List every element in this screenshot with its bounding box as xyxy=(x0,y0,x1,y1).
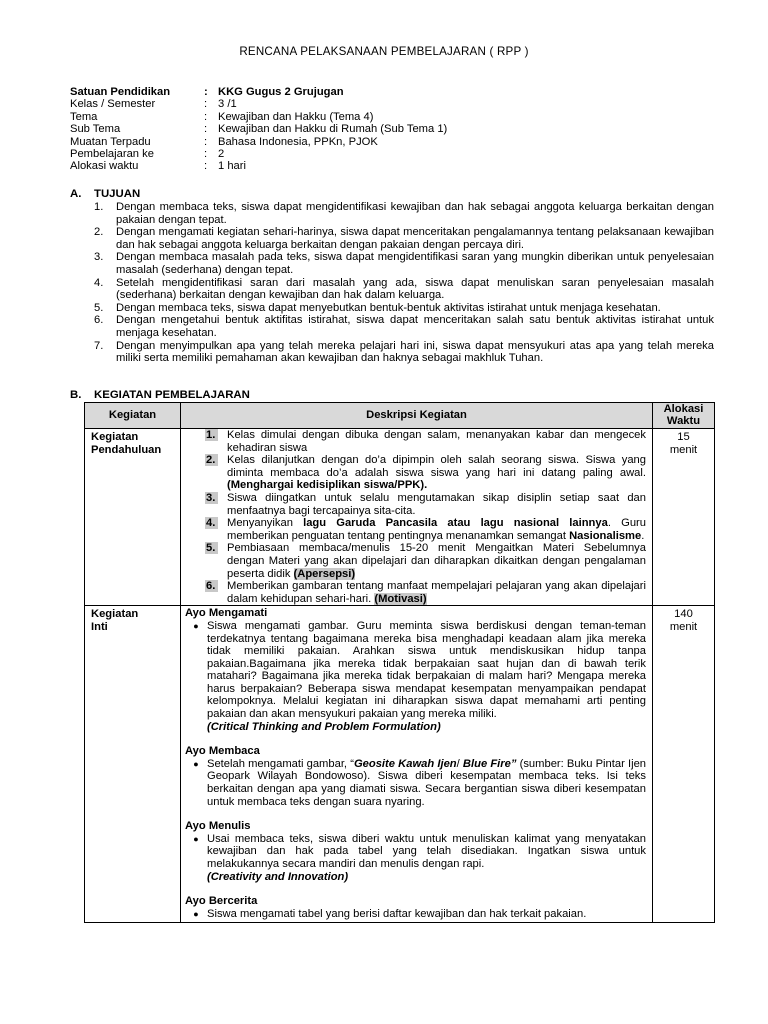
highlight-motivasi: (Motivasi) xyxy=(374,592,427,605)
step-item xyxy=(185,454,646,492)
bullet-text-emph: Geosite Kawah Ijen xyxy=(353,757,457,770)
step-number xyxy=(205,580,227,605)
info-value: Bahasa Indonesia, PPKn, PJOK xyxy=(218,135,378,148)
goal-text: Dengan mengetahui bentuk aktifitas istirahat, siswa dapat menceritakan salah satu bentuk aktivitas istirahat untuk menjaga kesehatan. xyxy=(116,314,714,339)
bullet-text-part: (sumber: Buku Pintar Ijen Geopark Wilayah Bondowoso). Siswa diberi kesempatan membaca teks. Isi teks berkaitan dengan apa yang diamati siswa. Secara bergantian siswa diberi kesempatan untuk membaca teks dengan suara nyaring. xyxy=(207,757,647,808)
section-b-heading xyxy=(70,389,250,402)
step-text-bold: lagu Garuda Pancasila atau lagu nasional lainnya xyxy=(303,517,608,530)
info-label: Sub Tema xyxy=(70,123,121,136)
goal-text: Dengan membaca teks, siswa dapat menyebutkan bentuk-bentuk aktivitas istirahat untuk menjaga kesehatan. xyxy=(116,301,661,314)
step-text xyxy=(227,492,646,517)
step-text-part: Siswa diingatkan untuk selalu mengutamakan sikap disiplin setiap saat dan menfaatnya bagi tercapainya sita-cita. xyxy=(227,491,646,517)
goal-text: Dengan membaca masalah pada teks, siswa dapat mengidentifikasi saran yang mungkin diberikan untuk penyelesaian masalah (sederhana) dengan tepat. xyxy=(116,251,714,276)
info-row-alokasi xyxy=(70,160,447,172)
bullet-item xyxy=(185,908,646,921)
alokasi-value: 15 xyxy=(677,431,690,443)
step-number xyxy=(205,517,227,542)
step-text-part: Memberikan gambaran tentang manfaat mempelajari pelajaran yang akan dipelajari dalam kehidupan sehari-hari. xyxy=(227,580,646,605)
step-text xyxy=(227,580,646,605)
goal-item xyxy=(94,314,714,339)
step-number xyxy=(205,542,227,580)
goals-list xyxy=(94,201,714,365)
info-row-pembelajaran xyxy=(70,148,447,160)
header-deskripsi: Deskripsi Kegiatan xyxy=(181,403,653,429)
section-title: KEGIATAN PEMBELAJARAN xyxy=(94,389,250,401)
section-title: TUJUAN xyxy=(94,188,141,200)
step-number xyxy=(205,429,227,454)
goal-text: Dengan membaca teks, siswa dapat mengidentifikasi kewajiban dan hak sebagai anggota keluarga berkaitan dengan pakaian dengan tepat. xyxy=(116,201,714,226)
bullet-dot-icon: ● xyxy=(193,758,199,769)
bullet-text: Usai membaca teks, siswa diberi waktu untuk menuliskan kalimat yang menyatakan kewajiban dan hak pada tabel yang telah disediakan. Ingatkan siswa untuk melakukannya secara mandiri dan menulis dengan rapi. xyxy=(207,832,646,870)
spacer xyxy=(185,883,646,895)
header-alokasi xyxy=(653,403,715,429)
goal-item xyxy=(94,226,714,251)
step-number-label: 2. xyxy=(205,454,218,466)
goal-item xyxy=(94,340,714,365)
step-text xyxy=(227,542,646,580)
step-text-part: . xyxy=(641,529,645,542)
goal-text: Setelah mengidentifikasi saran dari masalah yang ada, siswa dapat menuliskan saran penyelesaian masalah (sederhana) berkaitan dengan kewajiban dan hak dalam keluarga. xyxy=(116,276,714,302)
ayo-bercerita-heading: Ayo Bercerita xyxy=(185,895,258,908)
goal-number: 2. xyxy=(94,226,104,239)
identity-block xyxy=(70,86,447,173)
alokasi-unit: menit xyxy=(669,620,698,633)
ayo-menulis-heading: Ayo Menulis xyxy=(185,820,251,833)
info-row-subtema xyxy=(70,123,447,135)
kegiatan-cell xyxy=(85,429,181,606)
step-text xyxy=(227,454,646,492)
step-number xyxy=(205,492,227,517)
goal-item xyxy=(94,201,714,226)
info-colon: : xyxy=(204,86,208,98)
info-row-muatan xyxy=(70,136,447,148)
goal-number: 5. xyxy=(94,301,104,314)
goal-number: 6. xyxy=(94,314,104,327)
goal-number: 7. xyxy=(94,339,104,352)
skill-label: (Critical Thinking and Problem Formulation) xyxy=(207,720,441,733)
alokasi-cell xyxy=(653,429,715,606)
step-number-label: 5. xyxy=(205,542,218,554)
info-row-kelas xyxy=(70,98,447,110)
header-alokasi-line1: Alokasi xyxy=(663,403,704,416)
section-a-heading xyxy=(70,188,140,201)
kegiatan-label: Kegiatan xyxy=(91,431,139,443)
spacer xyxy=(185,733,646,745)
step-item xyxy=(185,517,646,542)
deskripsi-cell xyxy=(181,606,653,923)
bullet-dot-icon: ● xyxy=(193,620,199,631)
table-row-inti xyxy=(85,606,715,923)
goal-text: Dengan mengamati kegiatan sehari-harinya, siswa dapat menceritakan pengalamannya tentang pelaksanaan kewajiban dan hak sebagai anggota keluarga berkaitan dengan pakaian dengan percaya diri. xyxy=(116,226,714,251)
info-colon: : xyxy=(204,98,208,111)
info-value: 3 /1 xyxy=(218,98,237,111)
step-text-part: Pembiasaan membaca/menulis 15-20 menit Mengaitkan Materi Sebelumnya dengan Materi yang akan dipelajari dan diharapkan dikaitkan dengan pengalaman peserta didik xyxy=(227,542,646,580)
goal-item xyxy=(94,302,714,315)
step-item xyxy=(185,492,646,517)
step-text-bold: Nasionalisme xyxy=(569,529,642,542)
ayo-membaca-heading: Ayo Membaca xyxy=(185,745,260,758)
goal-item xyxy=(94,277,714,302)
kegiatan-label: Pendahuluan xyxy=(91,443,162,456)
step-text xyxy=(227,517,646,542)
info-value: KKG Gugus 2 Grujugan xyxy=(218,86,344,98)
step-text-part: Kelas dilanjutkan dengan do’a dipimpin oleh salah seorang siswa. Siswa yang diminta membaca do’a adalah siswa siswa yang hari ini datang paling awal. xyxy=(227,454,646,479)
step-number-label: 3. xyxy=(205,492,218,504)
skill-label: (Creativity and Innovation) xyxy=(207,870,349,883)
step-text-part: . Guru memberikan penguatan tentang pentingnya menanamkan semangat xyxy=(227,517,646,542)
goal-number: 1. xyxy=(94,201,104,213)
step-text xyxy=(227,429,646,454)
section-number: B. xyxy=(70,389,82,401)
bullet-text: Siswa mengamati tabel yang berisi daftar kewajiban dan hak terkait pakaian. xyxy=(207,907,587,920)
step-text-part: Kelas dimulai dengan dibuka dengan salam, menanyakan kabar dan mengecek kehadiran siswa xyxy=(227,429,646,454)
step-number-label: 4. xyxy=(205,517,218,529)
info-label: Satuan Pendidikan xyxy=(70,86,171,98)
goal-number: 4. xyxy=(94,276,104,289)
alokasi-value: 140 xyxy=(674,608,693,621)
kegiatan-label: Inti xyxy=(91,620,108,633)
section-number: A. xyxy=(70,188,82,200)
info-row-tema xyxy=(70,111,447,123)
kegiatan-label: Kegiatan xyxy=(91,608,139,621)
step-number xyxy=(205,454,227,492)
step-item xyxy=(185,580,646,605)
deskripsi-cell xyxy=(181,429,653,606)
goal-number: 3. xyxy=(94,251,104,264)
bullet-dot-icon: ● xyxy=(193,908,199,919)
bullet-text: Siswa mengamati gambar. Guru meminta siswa berdiskusi dengan teman-teman terdekatnya tentang bagaimana mereka bisa menghadapi keadaan alam jika mereka tidak memiliki pakaian. Arahkan siswa untuk mendiskusikan hidup tanpa pakaian.Bagaimana jika mereka tidak berpakaian saat hujan dan di bawah terik matahari? Bagaimana jika mereka tidak berpakaian di malam hari? Mengapa mereka harus berpakaian? Beberapa siswa mendapat kesempatan menyampaikan pendapat kelompoknya. Melalui kegiatan ini diharapkan siswa dapat memahami arti penting pakaian dan akan mensyukuri pakaian yang mereka miliki. xyxy=(207,619,646,721)
kegiatan-cell xyxy=(85,606,181,923)
step-text-part: Menyanyikan xyxy=(227,517,304,530)
document-title: RENCANA PELAKSANAAN PEMBELAJARAN ( RPP ) xyxy=(239,45,529,58)
info-label: Pembelajaran ke xyxy=(70,147,154,160)
bullet-text xyxy=(207,758,646,808)
step-item xyxy=(185,542,646,580)
info-row-satuan xyxy=(70,86,447,98)
table-row-pendahuluan xyxy=(85,429,715,606)
bullet-item xyxy=(185,758,646,808)
bullet-item xyxy=(185,833,646,871)
info-colon: : xyxy=(204,147,208,160)
info-colon: : xyxy=(204,110,208,123)
alokasi-unit: menit xyxy=(669,443,698,456)
info-colon: : xyxy=(204,135,208,148)
alokasi-cell xyxy=(653,606,715,923)
bullet-text-part: Setelah mengamati gambar, “ xyxy=(207,757,354,770)
info-value: 2 xyxy=(218,147,225,160)
table-header-row xyxy=(85,403,715,429)
bullet-dot-icon: ● xyxy=(193,833,199,844)
activities-table xyxy=(84,402,715,923)
goal-item xyxy=(94,251,714,276)
step-text-bold: (Menghargai kedisiplikan siswa/PPK). xyxy=(227,479,428,492)
header-alokasi-line2: Waktu xyxy=(666,415,701,427)
bullet-item xyxy=(185,620,646,721)
ayo-mengamati-heading: Ayo Mengamati xyxy=(185,607,268,620)
info-label: Muatan Terpadu xyxy=(70,135,151,148)
step-number-label: 1. xyxy=(205,429,218,441)
spacer xyxy=(185,808,646,820)
info-value: Kewajiban dan Hakku di Rumah (Sub Tema 1) xyxy=(218,123,448,136)
highlight-apersepsi: (Apersepsi) xyxy=(293,567,356,580)
step-item xyxy=(185,429,646,454)
info-colon: : xyxy=(204,160,208,173)
bullet-text-part: / xyxy=(456,757,463,770)
bullet-text-emph: Blue Fire” xyxy=(462,757,517,770)
info-value: Kewajiban dan Hakku (Tema 4) xyxy=(218,110,374,123)
info-label: Alokasi waktu xyxy=(70,160,139,173)
goal-text: Dengan menyimpulkan apa yang telah mereka pelajari hari ini, siswa dapat mensyukuri atas apa yang telah mereka miliki serta memiliki pemahaman akan kewajiban dan haknya sebagai makhluk Tuhan. xyxy=(116,339,714,365)
info-label: Tema xyxy=(70,110,98,123)
step-number-label: 6. xyxy=(205,580,218,592)
info-label: Kelas / Semester xyxy=(70,98,156,111)
info-value: 1 hari xyxy=(218,160,246,173)
header-kegiatan: Kegiatan xyxy=(85,403,181,429)
info-colon: : xyxy=(204,123,208,136)
